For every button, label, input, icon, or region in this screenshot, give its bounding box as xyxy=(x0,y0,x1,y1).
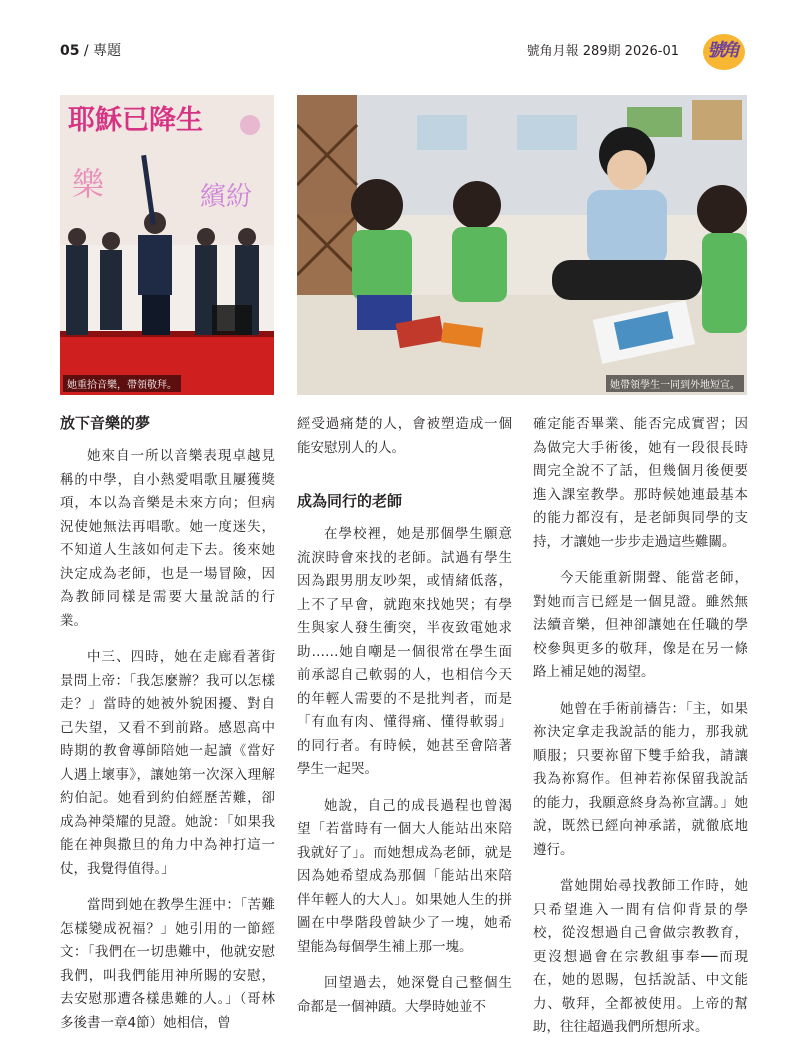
paragraph: 她來自一所以音樂表現卓越見稱的中學，自小熱愛唱歌且屢獲獎項，本以為音樂是未來方向；但病況使她無法再唱歌。她一度迷失，不知道人生該如何走下去。後來她決定成為老師，也是一場冒險，因為教師同樣是需要大量說話的行業。 xyxy=(60,448,275,629)
article-column-2 xyxy=(297,413,512,1032)
page-header-left xyxy=(60,40,121,60)
section-name: / 專題 xyxy=(79,43,122,59)
paragraph: 在學校裡，她是那個學生願意流淚時會來找的老師。試過有學生因為跟男朋友吵架，或情緒低落，上不了早會，就跑來找她哭；有學生與家人發生衝突，半夜致電她求助……她自嘲是一個很常在學生面前承認自己軟弱的人，也相信今天的年輕人需要的不是批判者，而是「有血有肉、懂得痛、懂得軟弱」的同行者。有時候，她甚至會陪著學生一起哭。 xyxy=(297,526,512,777)
paragraph: 她曾在手術前禱告：「主，如果祢決定拿走我說話的能力，那我就順服；只要祢留下雙手給我，請讓我為祢寫作。但神若祢保留我說話的能力，我願意終身為祢宣講。」她說，既然已經向神承諾，就徹底地遵行。 xyxy=(533,700,748,858)
paragraph: 確定能否畢業、能否完成實習；因為做完大手術後，她有一段很長時間完全說不了話，但幾個月後便要進入課室教學。那時候她連最基本的能力都沒有，是老師與同學的支持，才讓她一步步走過這些難關。 xyxy=(533,416,748,550)
logo-text: 號角 xyxy=(707,40,737,61)
svg-text:繽紛: 繽紛 xyxy=(200,182,253,212)
magazine-logo xyxy=(703,28,749,70)
page-number: 05 xyxy=(60,43,80,59)
section-heading: 放下音樂的夢 xyxy=(60,414,151,432)
photo-worship xyxy=(60,95,274,395)
paragraph: 中三、四時，她在走廊看著街景問上帝：「我怎麼辦？我可以怎樣走？」當時的她被外貌困擾、對自己失望，又看不到前路。感恩高中時期的教會導師陪她一起讀《當好人遇上壞事》，讓她第一次深入理解約伯記。她看到約伯經歷苦難，卻成為神榮耀的見證。她說：「如果我能在神與撒旦的角力中為神打這一仗，我覺得值得。」 xyxy=(60,649,275,877)
photo-worship-illustration xyxy=(60,95,274,395)
paragraph: 回望過去，她深覺自己整個生命都是一個神蹟。大學時她並不 xyxy=(297,975,512,1015)
paragraph: 今天能重新開聲、能當老師，對她而言已經是一個見證。雖然無法續音樂，但神卻讓她在任職的學校參與更多的敬拜，像是在另一條路上補足她的渴望。 xyxy=(533,570,748,680)
paragraph: 她說，自己的成長過程也曾渴望「若當時有一個大人能站出來陪我就好了」。而她想成為老師，就是因為她希望成為那個「能站出來陪伴年輕人的大人」。如果她人生的拼圖在中學階段曾缺少了一塊，她希望能為每個學生補上那一塊。 xyxy=(297,797,512,955)
photo-mission-illustration xyxy=(297,95,747,395)
issue-info: 號角月報 289期 2026-01 xyxy=(526,44,679,59)
photo-mission-trip xyxy=(297,95,747,395)
svg-text:樂: 樂 xyxy=(72,165,105,203)
paragraph: 當她開始尋找教師工作時，她只希望進入一間有信仰背景的學校，從沒想過自己會做宗教教育，更沒想過會在宗教組事奉──而現在，她的恩賜，包括說話、中文能力、敬拜，全都被使用。上帝的幫助，往往超過我們所想所求。 xyxy=(533,878,748,1035)
banner-text: 耶穌已降生 xyxy=(68,105,203,136)
paragraph: 當問到她在教學生涯中：「苦難怎樣變成祝福？」她引用的一節經文：「我們在一切患難中，他就安慰我們，叫我們能用神所賜的安慰，去安慰那遭各樣患難的人。」（哥林多後書一章4節）她相信，曾 xyxy=(60,897,275,1031)
photo-caption-1: 她重拾音樂，帶領敬拜。 xyxy=(63,375,181,392)
photo-caption-2: 她帶領學生一同到外地短宣。 xyxy=(606,375,744,392)
section-heading: 成為同行的老師 xyxy=(297,492,403,510)
paragraph: 經受過痛楚的人，會被塑造成一個能安慰別人的人。 xyxy=(297,416,512,456)
article-column-3 xyxy=(533,413,748,1053)
article-column-1 xyxy=(60,413,275,1048)
